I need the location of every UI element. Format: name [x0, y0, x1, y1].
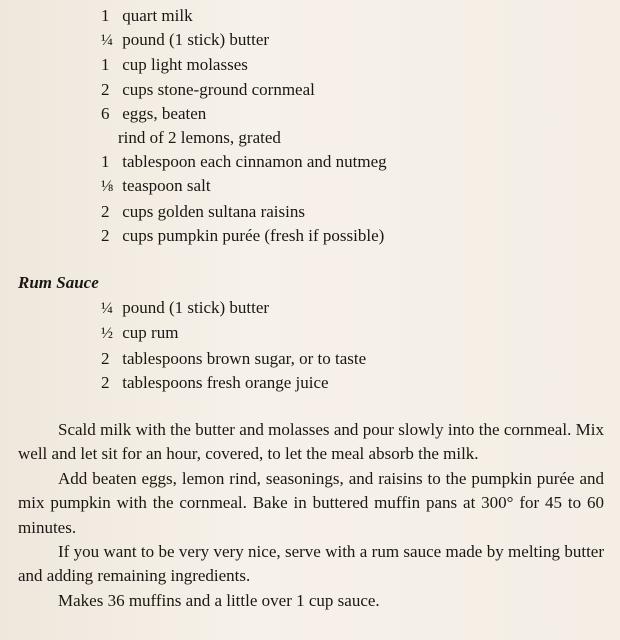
ingredient-item	[101, 102, 387, 126]
ingredient-item	[101, 53, 387, 77]
ingredient-quantity: 6	[101, 103, 110, 123]
ingredient-item	[101, 296, 366, 321]
ingredient-text: teaspoon salt	[122, 176, 211, 196]
ingredient-item	[101, 347, 366, 371]
ingredient-quantity: 2	[101, 79, 110, 99]
ingredient-item	[101, 174, 387, 199]
ingredient-text: pound (1 stick) butter	[122, 30, 270, 50]
ingredient-item	[101, 224, 387, 248]
ingredient-text: quart milk	[122, 6, 193, 25]
ingredient-text: rind of 2 lemons, grated	[118, 128, 281, 148]
ingredient-item	[101, 371, 366, 395]
ingredient-item	[101, 28, 387, 53]
ingredient-quantity: 2	[101, 348, 110, 368]
ingredient-item	[101, 126, 387, 150]
ingredient-text: cups golden sultana raisins	[122, 201, 305, 221]
ingredient-quantity: 1	[101, 6, 110, 25]
rum-sauce-ingredient-list	[101, 296, 366, 395]
ingredient-text: cups pumpkin purée (fresh if possible)	[122, 225, 385, 245]
ingredient-text: pound (1 stick) butter	[122, 298, 270, 317]
ingredient-quantity: 2	[101, 225, 110, 245]
ingredient-list	[101, 4, 387, 248]
ingredient-text: eggs, beaten	[122, 103, 207, 123]
ingredient-item	[101, 4, 387, 28]
ingredient-quantity: 1	[101, 152, 110, 172]
ingredient-text: cup rum	[122, 323, 179, 343]
ingredient-text: cups stone-ground cornmeal	[122, 79, 315, 99]
ingredient-item	[101, 200, 387, 224]
ingredient-text: tablespoon each cinnamon and nutmeg	[122, 152, 387, 172]
ingredient-item	[101, 321, 366, 346]
ingredient-quantity: 2	[101, 201, 110, 221]
ingredient-item	[101, 78, 387, 102]
instruction-paragraph: Add beaten eggs, lemon rind, seasonings, and raisins to the pumpkin purée and mix pumpkin with the cornmeal. Bake in buttered muffin pans at 300° for 45 to 60 minutes.	[18, 468, 604, 537]
instruction-paragraph: If you want to be very very nice, serve with a rum sauce made by melting butter and adding remaining ingredients.	[18, 542, 604, 586]
instruction-paragraph: Scald milk with the butter and molasses and pour slowly into the cornmeal. Mix well and let sit for an hour, covered, to let the meal absorb the milk.	[18, 420, 604, 464]
ingredient-quantity: ¼	[101, 32, 113, 50]
ingredient-text: tablespoons fresh orange juice	[122, 372, 329, 392]
yield-paragraph: Makes 36 muffins and a little over 1 cup sauce.	[58, 590, 380, 610]
rum-sauce-heading: Rum Sauce	[18, 273, 99, 292]
instructions	[18, 418, 604, 613]
ingredient-quantity: ½	[101, 325, 113, 343]
ingredient-quantity: 1	[101, 55, 110, 75]
ingredient-quantity: 2	[101, 372, 110, 392]
ingredient-quantity: ⅛	[101, 178, 113, 196]
ingredient-text: cup light molasses	[122, 55, 248, 75]
ingredient-quantity: ¼	[101, 300, 113, 317]
ingredient-text: tablespoons brown sugar, or to taste	[122, 348, 367, 368]
ingredient-item	[101, 150, 387, 174]
